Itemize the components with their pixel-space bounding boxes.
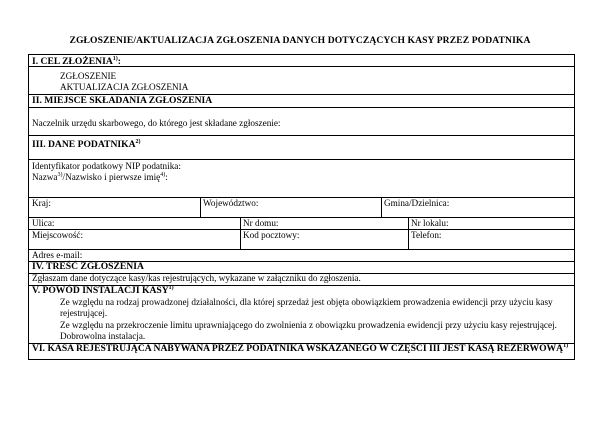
apartment-number-field[interactable]: Nr lokalu:: [411, 218, 449, 228]
reason-option-voluntary[interactable]: Dobrowolna instalacja.: [60, 331, 146, 341]
nip-field[interactable]: Identyfikator podatkowy NIP podatnika:: [32, 161, 181, 171]
section-4-heading: IV. TREŚĆ ZGŁOSZENIA: [32, 261, 144, 272]
section-2-heading: II. MIEJSCE SKŁADANIA ZGŁOSZENIA: [32, 95, 213, 106]
section-5-heading: V. POWÓD INSTALACJI KASY$^{1)}$: [32, 284, 174, 296]
registration-form: [28, 54, 575, 360]
street-field[interactable]: Ulica:: [32, 218, 55, 228]
city-field[interactable]: Miejscowość:: [32, 230, 84, 240]
form-title: ZGŁOSZENIE/AKTUALIZACJA ZGŁOSZENIA DANYCH DOTYCZĄCYCH KASY PRZEZ PODATNIKA: [69, 35, 531, 46]
voivodeship-field[interactable]: Województwo:: [203, 198, 259, 208]
house-number-field[interactable]: Nr domu:: [243, 218, 279, 228]
reason-option-activity[interactable]: Ze względu na rodzaj prowadzonej działalności, dla której sprzedaż jest objęta obowiązkiem prowadzenia ewidencji przy użyciu kasy rejestrującej.: [60, 297, 553, 318]
section-1-heading: I. CEL ZŁOŻENIA$^{1)}$:: [32, 55, 121, 67]
tax-office-field[interactable]: Naczelnik urzędu skarbowego, do którego jest składane zgłoszenie:: [32, 118, 281, 128]
option-zgloszenie[interactable]: ZGŁOSZENIE: [60, 71, 117, 81]
reason-option-limit[interactable]: Ze względu na przekroczenie limitu uprawniającego do zwolnienia z obowiązku prowadzenia ewidencji przy użyciu kasy rejestrującej.: [60, 320, 557, 330]
name-field[interactable]: Nazwa$^{3)}$/Nazwisko i pierwsze imię$^{4)}$:: [32, 171, 168, 182]
country-field[interactable]: Kraj:: [32, 198, 51, 208]
option-aktualizacja[interactable]: AKTUALIZACJA ZGŁOSZENIA: [60, 82, 189, 92]
email-field[interactable]: Adres e-mail:: [32, 250, 83, 260]
section-4-text: Zgłaszam dane dotyczące kasy/kas rejestrujących, wykazane w załączniku do zgłoszenia.: [32, 273, 361, 283]
section-6-heading: VI. KASA REJESTRUJĄCA NABYWANA PRZEZ PODATNIKA WSKAZANEGO W CZĘŚCI III JEST KASĄ REZERWOWĄ$^{1)}$: [32, 342, 569, 354]
municipality-field[interactable]: Gmina/Dzielnica:: [384, 198, 450, 208]
section-3-heading: III. DANE PODATNIKA$^{2)}$: [32, 138, 141, 150]
phone-field[interactable]: Telefon:: [411, 230, 442, 240]
postal-code-field[interactable]: Kod pocztowy:: [243, 230, 300, 240]
